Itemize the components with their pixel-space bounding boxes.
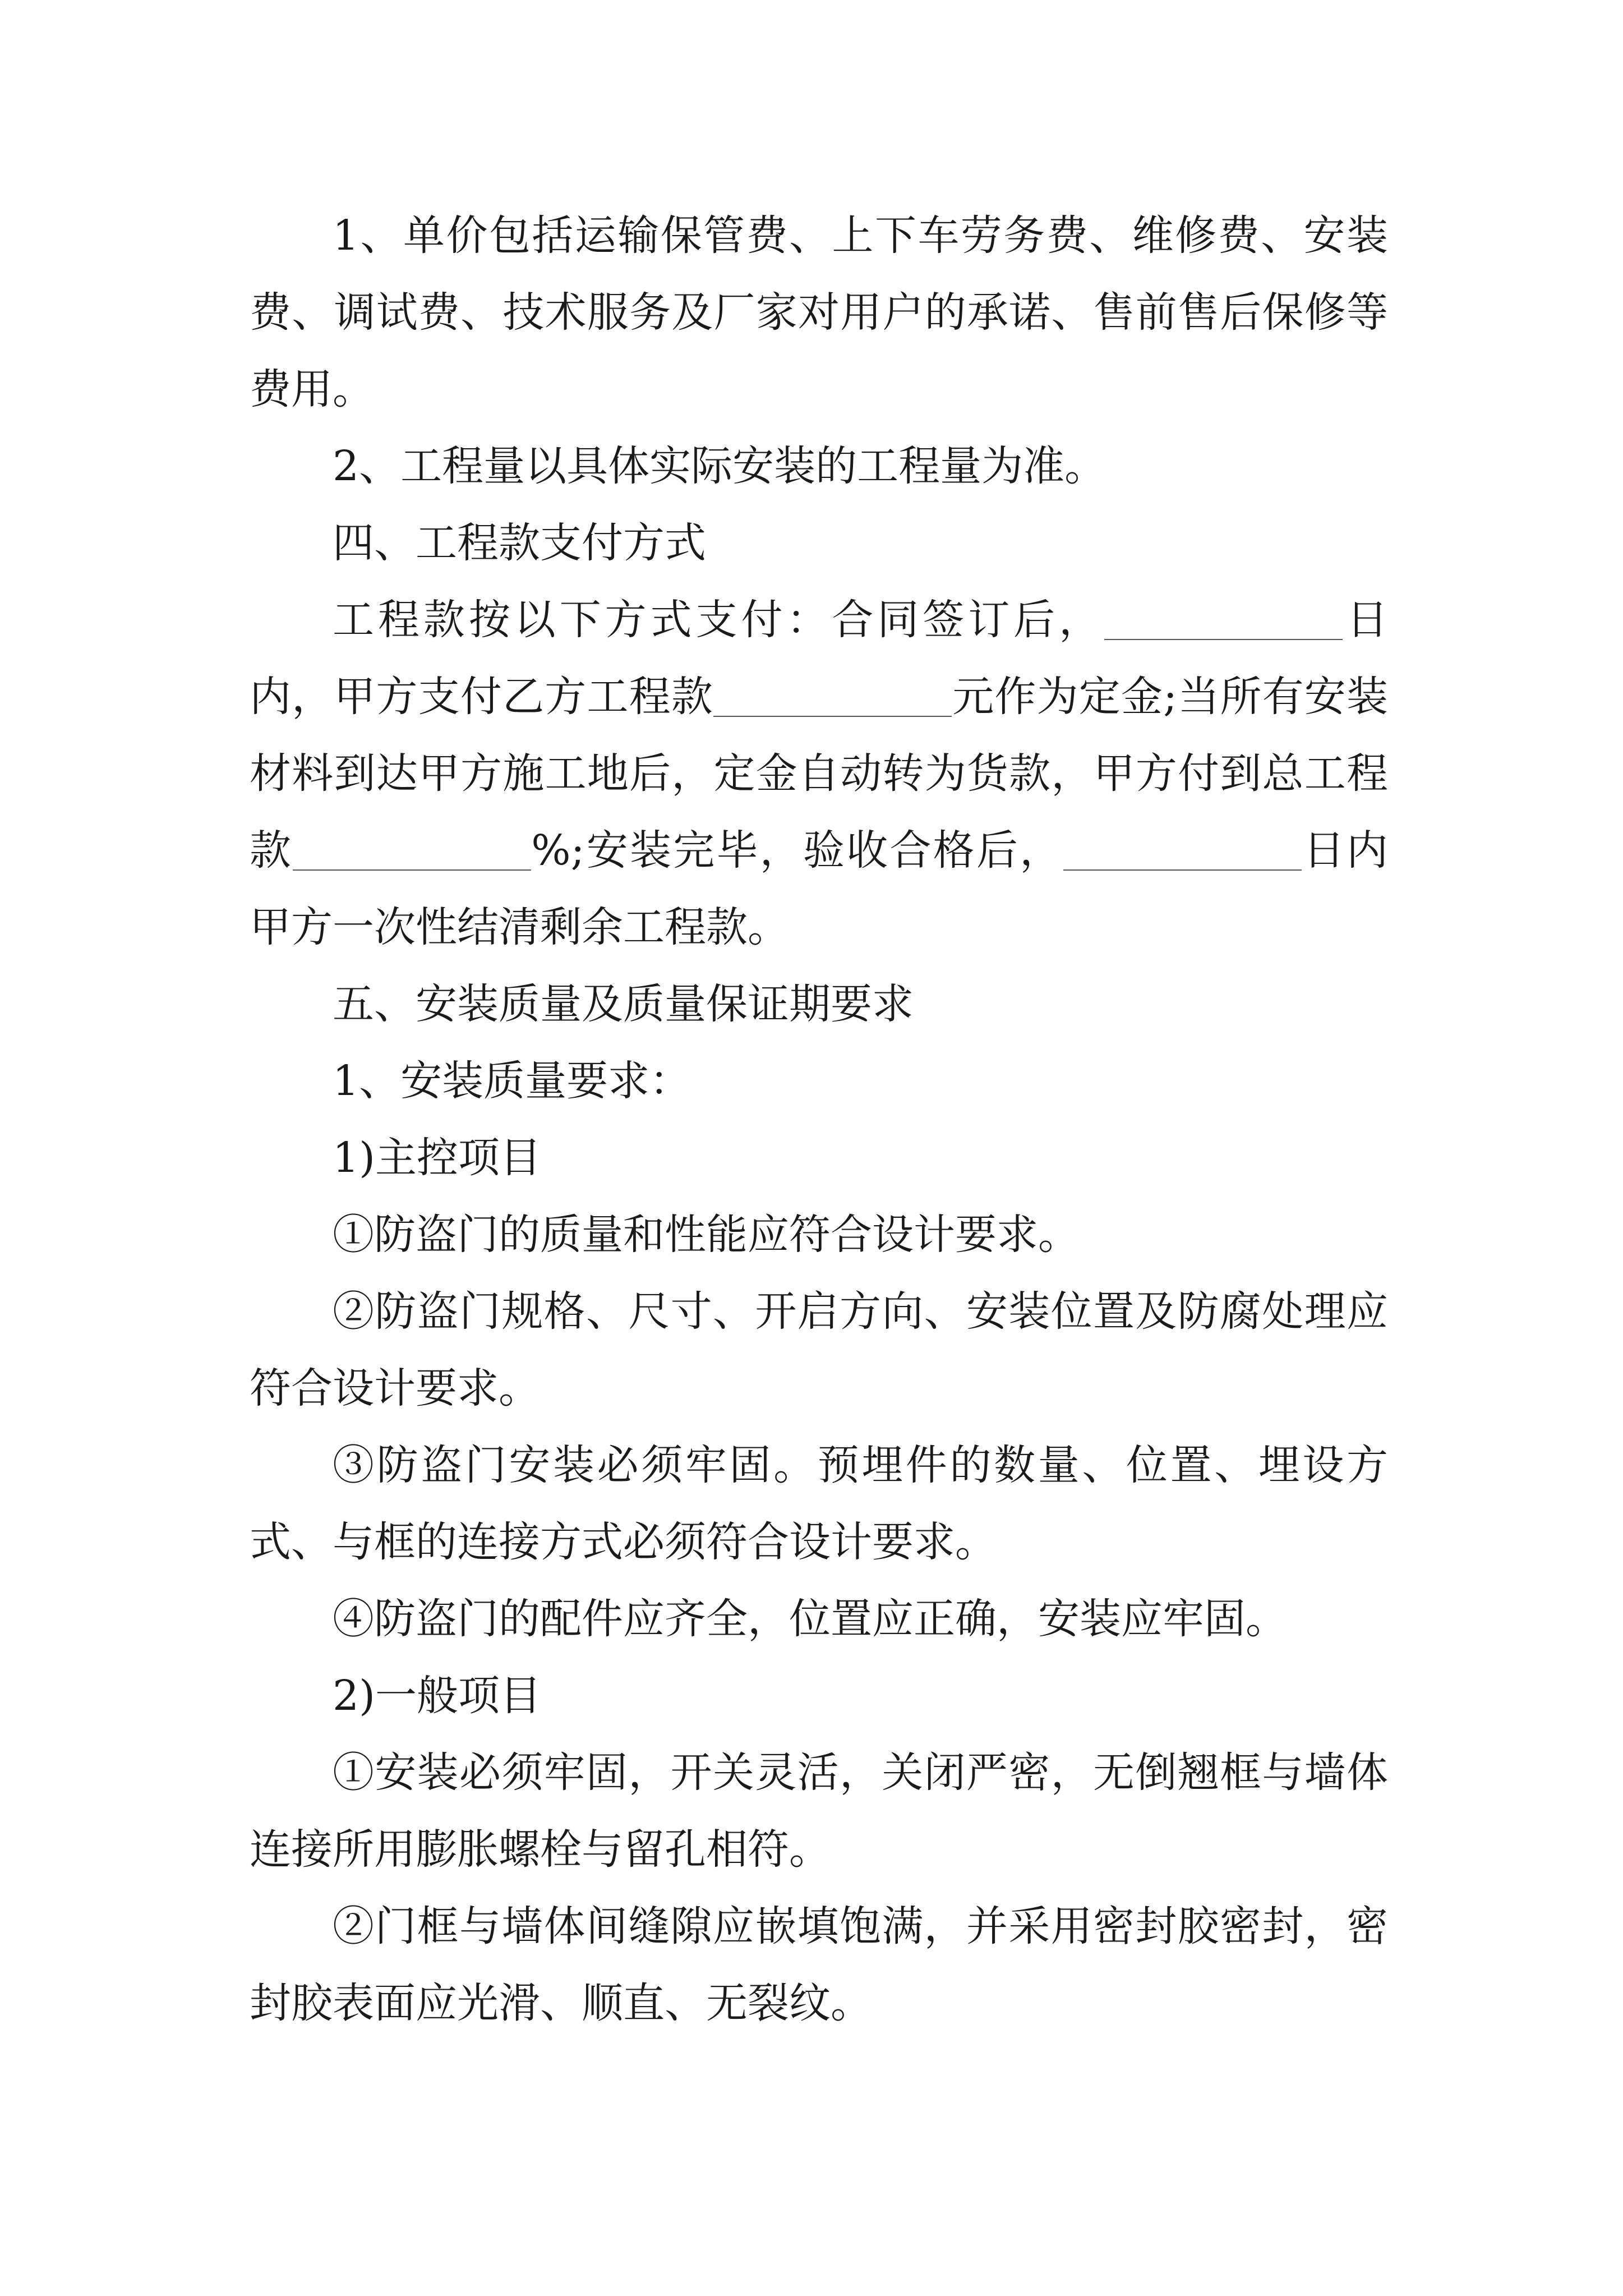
payment-days-text: 日内，甲方支付乙方工程款 [250, 596, 1389, 721]
payment-intro-text: 工程款按以下方式支付：合同签订后， [333, 596, 1105, 644]
paragraph-main-item-2: ②防盗门规格、尺寸、开启方向、安装位置及防腐处理应符合设计要求。 [250, 1287, 1388, 1412]
subheading-main-control-items: 1)主控项目 [333, 1134, 541, 1182]
paragraph-main-item-1: ①防盗门的质量和性能应符合设计要求。 [333, 1211, 1080, 1259]
payment-deposit-text: 元作为定金;当所有安装材料到达甲方施工地后，定金自动转为货款，甲方付到总工程款 [250, 673, 1388, 875]
paragraph-quantity: 2、工程量以具体实际安装的工程量为准。 [333, 442, 1106, 490]
subheading-general-items: 2)一般项目 [333, 1672, 541, 1720]
paragraph-general-item-2: ②门框与墙体间缝隙应嵌填饱满，并采用密封胶密封，密封胶表面应光滑、顺直、无裂纹。 [250, 1902, 1388, 2027]
section-heading-payment: 四、工程款支付方式 [333, 519, 706, 567]
paragraph-unit-price: 1、单价包括运输保管费、上下车劳务费、维修费、安装费、调试费、技术服务及厂家对用户的承诺、售前售后保修等费用。 [250, 211, 1388, 413]
paragraph-main-item-3: ③防盗门安装必须牢固。预埋件的数量、位置、埋设方式、与框的连接方式必须符合设计要求。 [250, 1441, 1388, 1566]
subheading-quality-requirements: 1、安装质量要求： [333, 1057, 691, 1105]
paragraph-main-item-4: ④防盗门的配件应齐全，位置应正确，安装应牢固。 [333, 1595, 1287, 1643]
blank-deposit-field [713, 679, 952, 717]
blank-percent-field [293, 832, 531, 871]
payment-final-text: 日内甲方一次性结清剩余工程款。 [250, 826, 1388, 951]
blank-final-days-field [1063, 832, 1302, 871]
section-heading-quality: 五、安装质量及质量保证期要求 [333, 980, 914, 1028]
payment-percent-text: %;安装完毕，验收合格后， [531, 826, 1063, 875]
paragraph-payment-terms [250, 582, 1388, 966]
blank-days-field [1104, 602, 1343, 641]
paragraph-general-item-1: ①安装必须牢固，开关灵活，关闭严密，无倒翘框与墙体连接所用膨胀螺栓与留孔相符。 [250, 1749, 1388, 1874]
document-page [250, 197, 1388, 2042]
